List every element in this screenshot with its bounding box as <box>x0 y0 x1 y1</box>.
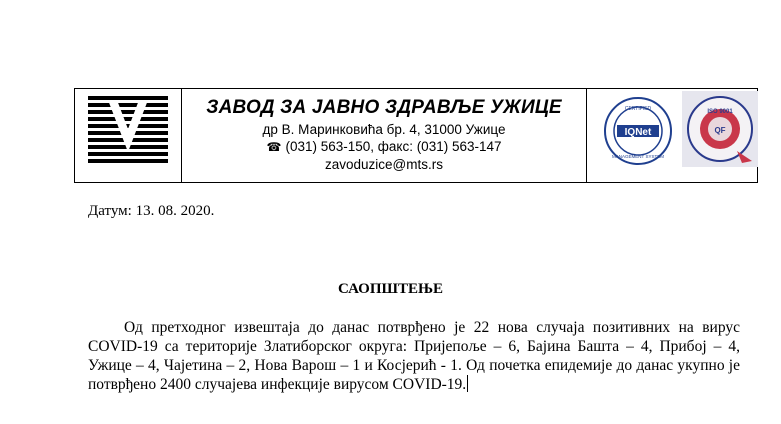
organization-address: др В. Маринковића бр. 4, 31000 Ужице <box>262 122 506 137</box>
iso-label: ISO 9001 <box>707 109 733 115</box>
certification-badges <box>587 89 757 182</box>
svg-text:MANAGEMENT SYSTEM: MANAGEMENT SYSTEM <box>612 154 664 159</box>
svg-text:QF: QF <box>714 126 726 135</box>
iso-9001-certification-icon <box>682 91 758 167</box>
letterhead <box>74 88 758 183</box>
organization-phone: (031) 563-150, факс: (031) 563-147 <box>285 139 502 154</box>
organization-email[interactable]: zavoduzice@mts.rs <box>325 157 443 172</box>
logo-cell <box>75 89 182 182</box>
document-body-text: Од претходног извештаја до данас потврђено је 22 нова случаја позитивних на вирус COVID-19 са територије Златиборског округа: Пријепоље – 6, Бајина Башта – 4, Прибој – 4, Ужице – 4, Чајетина – 2, Нова Варош – 1 и Косјерић - 1. Од почетка епидемије до данас укупно је потврђено 2400 случајева инфекције вирусом COVID-19. <box>88 319 740 393</box>
organization-info <box>182 89 587 182</box>
text-cursor <box>467 375 468 392</box>
telephone-icon: ☎ <box>266 140 282 154</box>
iqnet-certification-icon <box>603 96 673 166</box>
svg-text:CERTIFIED: CERTIFIED <box>624 106 652 112</box>
institute-logo-icon <box>75 89 181 182</box>
document-title: САОПШТЕЊЕ <box>337 281 444 297</box>
iqnet-label: IQNet <box>624 127 652 138</box>
document-body <box>88 318 740 394</box>
document-date: Датум: 13. 08. 2020. <box>88 203 215 219</box>
organization-phone-line <box>182 138 586 156</box>
organization-name: ЗАВОД ЗА ЈАВНО ЗДРАВЉЕ УЖИЦЕ <box>206 97 562 118</box>
